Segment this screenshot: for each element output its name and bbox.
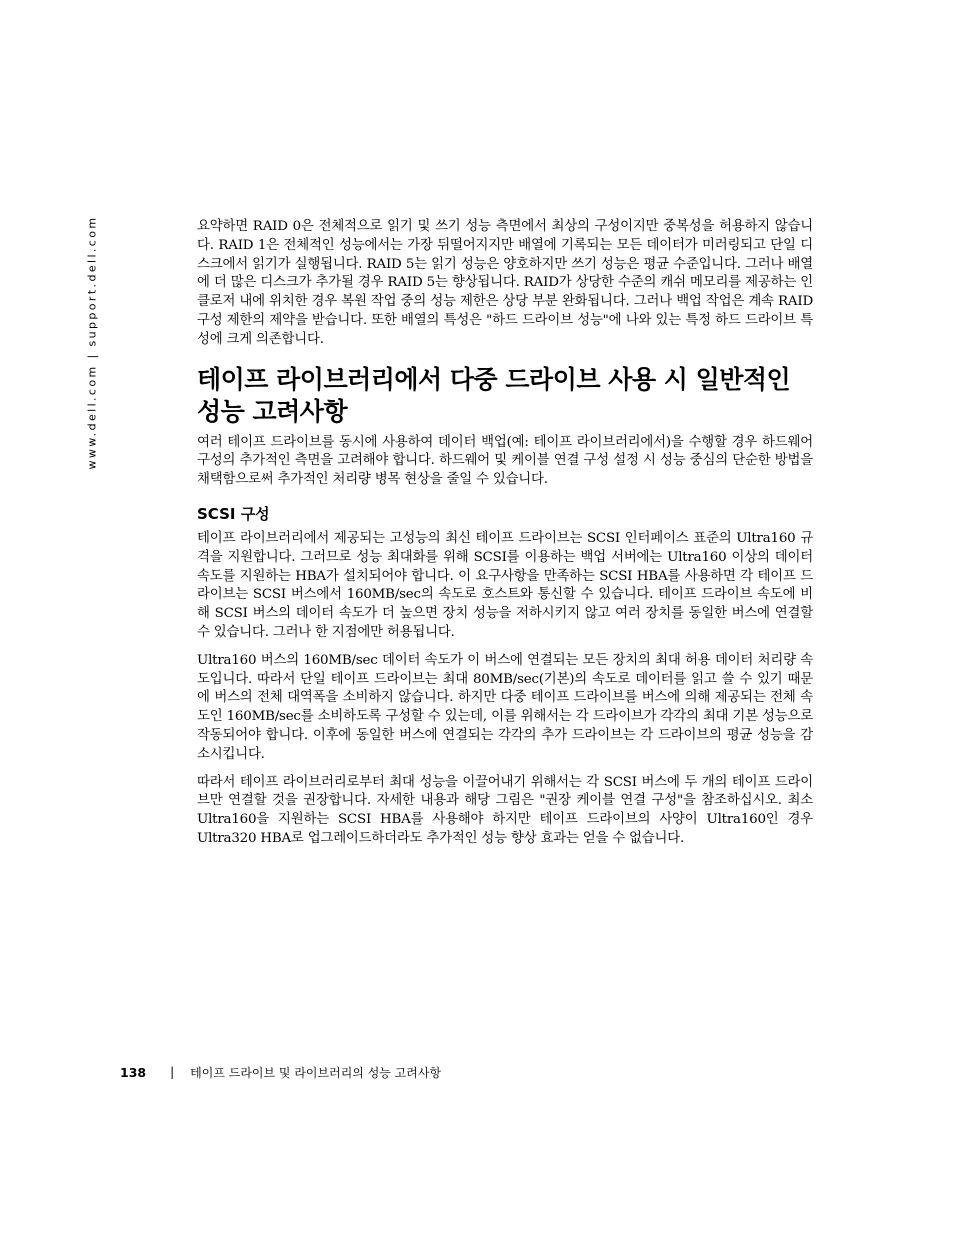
chapter-title: 테이프 드라이브 및 라이브러리의 성능 고려사항 <box>190 1065 442 1080</box>
intro-paragraph: 요약하면 RAID 0은 전체적으로 읽기 및 쓰기 성능 측면에서 최상의 구성이지만 중복성을 허용하지 않습니다. RAID 1은 전체적인 성능에서는 가장 뒤떨어지지만 배열에 기록되는 모든 데이터가 미러링되고 단일 디스크에서 읽기가 실행됩니다. RAID 5는 읽기 성능은 양호하지만 쓰기 성능은 평균 수준입니다. 그러나 배열에 더 많은 디스크가 추가될 경우 RAID 5는 향상됩니다. RAID가 상당한 수준의 캐쉬 메모리를 제공하는 인클로저 내에 위치한 경우 복원 작업 중의 성능 제한은 상당 부분 완화됩니다. 그러나 백업 작업은 계속 RAID 구성 제한의 제약을 받습니다. 또한 배열의 특성은 "하드 드라이브 성능"에 나와 있는 특정 하드 드라이브 특성에 크게 의존합니다. <box>197 219 813 347</box>
section-paragraph: 여러 테이프 드라이브를 동시에 사용하여 데이터 백업(예: 테이프 라이브러리에서)을 수행할 경우 하드웨어 구성의 추가적인 측면을 고려해야 합니다. 하드웨어 및 케이블 연결 구성 설정 시 성능 중심의 단순한 방법을 채택함으로써 추가적인 처리량 병목 현상을 줄일 수 있습니다. <box>197 434 813 488</box>
footer-separator: | <box>170 1065 175 1079</box>
main-content <box>197 218 813 858</box>
sidebar-url-text: www.dell.com | support.dell.com <box>85 214 99 470</box>
page-footer <box>120 1062 441 1082</box>
page-number: 138 <box>120 1064 147 1080</box>
subsection-heading: SCSI 구성 <box>197 504 270 523</box>
subsection-paragraph-1: 테이프 라이브러리에서 제공되는 고성능의 최신 테이프 드라이브는 SCSI 인터페이스 표준의 Ultra160 규격을 지원합니다. 그러므로 성능 최대화를 위해 SCSI를 이용하는 백업 서버에는 Ultra160 이상의 데이터 속도를 지원하는 HBA가 설치되어야 합니다. 이 요구사항을 만족하는 SCSI HBA를 사용하면 각 테이프 드라이브는 SCSI 버스에서 160MB/sec의 속도로 호스트와 통신할 수 있습니다. 테이프 드라이브 속도에 비해 SCSI 버스의 데이터 속도가 더 높으면 장치 성능을 저하시키지 않고 여러 장치를 동일한 버스에 연결할 수 있습니다. 그러나 한 지점에만 허용됩니다. <box>197 530 813 640</box>
sidebar-url <box>84 214 100 470</box>
subsection-paragraph-3: 따라서 테이프 라이브러리로부터 최대 성능을 이끌어내기 위해서는 각 SCSI 버스에 두 개의 테이프 드라이브만 연결할 것을 권장합니다. 자세한 내용과 해당 그림은 "권장 케이블 연결 구성"을 참조하십시오. 최소 Ultra160을 지원하는 SCSI HBA를 사용해야 하지만 테이프 드라이브의 사양이 Ultra160인 경우 Ultra320 HBA로 업그레이드하더라도 추가적인 성능 향상 효과는 얻을 수 없습니다. <box>197 774 813 846</box>
section-heading: 테이프 라이브러리에서 다중 드라이브 사용 시 일반적인 성능 고려사항 <box>197 364 791 426</box>
subsection-paragraph-2: Ultra160 버스의 160MB/sec 데이터 속도가 이 버스에 연결되는 모든 장치의 최대 허용 데이터 처리량 속도입니다. 따라서 단일 테이프 드라이브는 최대 80MB/sec(기본)의 속도로 데이터를 읽고 쓸 수 있기 때문에 버스의 전체 대역폭을 소비하지 않습니다. 하지만 다중 테이프 드라이브를 버스에 의해 제공되는 전체 속도인 160MB/sec를 소비하도록 구성할 수 있는데, 이를 위해서는 각 드라이브가 각각의 최대 기본 성능으로 작동되어야 합니다. 이후에 동일한 버스에 연결되는 각각의 추가 드라이브는 각 드라이브의 평균 성능을 감소시킵니다. <box>197 652 813 762</box>
